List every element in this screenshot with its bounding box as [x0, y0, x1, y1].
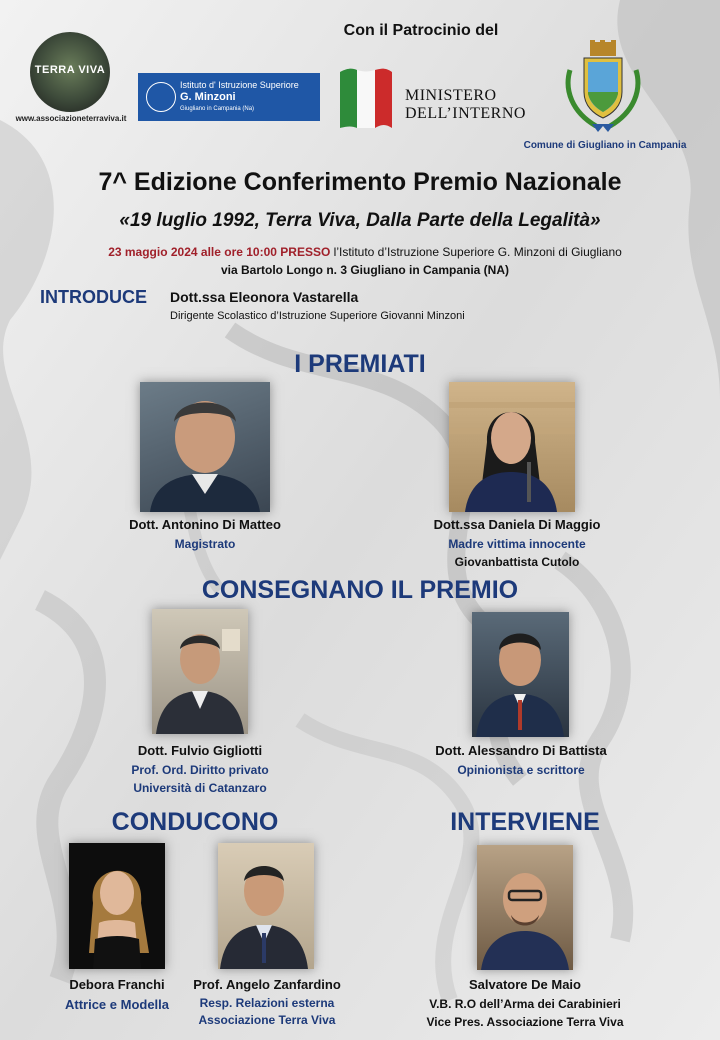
ministry-line1: MINISTERO [405, 87, 497, 104]
comune-label: Comune di Giugliano in Campania [523, 140, 687, 151]
role-dimaggio-1: Madre vittima innocente [448, 537, 586, 551]
school-logo [138, 73, 320, 121]
portrait-icon [140, 382, 270, 512]
name-franchi: Debora Franchi [69, 977, 165, 992]
italian-flag-icon [340, 66, 392, 128]
event-date-time: 23 maggio 2024 alle ore 10:00 PRESSO [108, 245, 331, 259]
photo-dimaggio [449, 382, 575, 512]
section-interviene: INTERVIENE [450, 808, 600, 836]
portrait-icon [152, 609, 248, 734]
section-conducono: CONDUCONO [111, 808, 279, 836]
role-demaio-1: V.B. R.O dell’Arma dei Carabinieri [429, 997, 621, 1011]
photo-franchi [69, 843, 165, 969]
terra-viva-logo-text: TERRA VIVA [34, 64, 106, 76]
name-dimaggio: Dott.ssa Daniela Di Maggio [433, 517, 601, 532]
edition-title: 7^ Edizione Conferimento Premio Nazionale [98, 168, 622, 196]
photo-dibattista [472, 612, 569, 737]
portrait-icon [69, 843, 165, 969]
event-venue: l’Istituto d’Istruzione Superiore G. Minzoni di Giugliano [330, 245, 622, 259]
photo-demaio [477, 845, 573, 970]
portrait-icon [449, 382, 575, 512]
photo-gigliotti [152, 609, 248, 734]
photo-dimatteo [140, 382, 270, 512]
photo-zanfardino [218, 843, 314, 969]
website-link[interactable]: www.associazioneterraviva.it [15, 114, 127, 123]
role-dibattista: Opinionista e scrittore [457, 763, 585, 777]
introduce-role: Dirigente Scolastico d’Istruzione Superiore Giovanni Minzoni [170, 310, 465, 322]
role-zanfardino-2: Associazione Terra Viva [198, 1013, 336, 1027]
introduce-label: INTRODUCE [40, 287, 147, 307]
name-dimatteo: Dott. Antonino Di Matteo [129, 517, 281, 532]
portrait-icon [477, 845, 573, 970]
role-dimatteo: Magistrato [174, 537, 236, 551]
comune-crest-icon [562, 40, 644, 136]
role-dimaggio-2: Giovanbattista Cutolo [454, 555, 580, 569]
introduce-name: Dott.ssa Eleonora Vastarella [170, 289, 359, 305]
name-dibattista: Dott. Alessandro Di Battista [435, 743, 607, 758]
school-logo-line3: Giugliano in Campania (Na) [180, 106, 255, 112]
role-gigliotti-2: Università di Catanzaro [133, 781, 267, 795]
ministry-line2: DELL’INTERNO [405, 105, 526, 122]
portrait-icon [218, 843, 314, 969]
school-logo-line1: Istituto d' Istruzione Superiore [180, 80, 299, 90]
name-gigliotti: Dott. Fulvio Gigliotti [137, 743, 263, 758]
portrait-icon [472, 612, 569, 737]
event-date-venue [0, 245, 720, 259]
role-demaio-2: Vice Pres. Associazione Terra Viva [426, 1015, 624, 1029]
role-zanfardino-1: Resp. Relazioni esterna [199, 996, 335, 1010]
name-demaio: Salvatore De Maio [469, 977, 581, 992]
ministry-name [405, 87, 526, 123]
section-consegnano: CONSEGNANO IL PREMIO [201, 576, 519, 604]
section-premiati: I PREMIATI [294, 350, 426, 378]
republic-emblem-icon [146, 82, 176, 112]
role-franchi: Attrice e Modella [64, 997, 170, 1012]
school-logo-line2: G. Minzoni [180, 91, 236, 103]
event-address: via Bartolo Longo n. 3 Giugliano in Campania (NA) [220, 263, 509, 277]
role-gigliotti-1: Prof. Ord. Diritto privato [131, 763, 269, 777]
patronage-title: Con il Patrocinio del [343, 22, 499, 39]
event-subtitle: «19 luglio 1992, Terra Viva, Dalla Parte della Legalità» [119, 210, 601, 231]
name-zanfardino: Prof. Angelo Zanfardino [193, 977, 341, 992]
